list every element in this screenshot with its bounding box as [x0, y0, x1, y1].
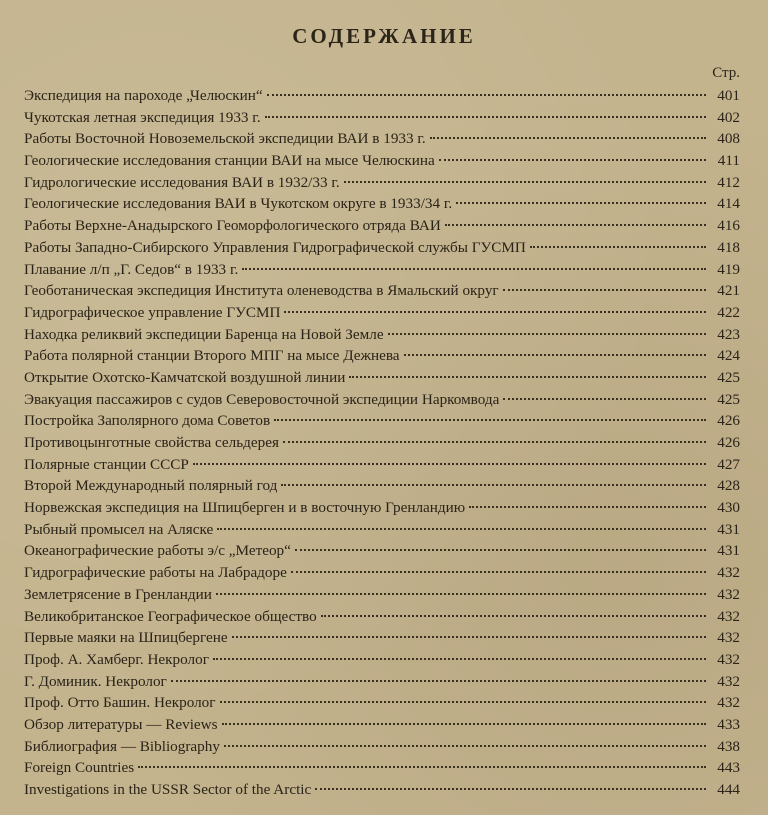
toc-entry-label: Находка реликвий экспедиции Баренца на Новой Земле — [24, 325, 384, 343]
toc-entry-label: Открытие Охотско-Камчатской воздушной линии — [24, 368, 346, 386]
toc-entry — [24, 649, 740, 671]
toc-entry-label: Геологические исследования станции ВАИ на мысе Челюскина — [24, 152, 435, 170]
table-of-contents — [24, 85, 740, 801]
dot-leader — [321, 614, 706, 617]
toc-entry-label: Чукотская летная экспедиция 1933 г. — [24, 108, 261, 126]
toc-entry-page: 424 — [717, 347, 740, 365]
toc-entry — [24, 757, 740, 779]
toc-entry — [24, 540, 740, 562]
toc-entry-label: Гидрографические работы на Лабрадоре — [24, 564, 287, 582]
toc-entry — [24, 779, 740, 801]
dot-leader — [503, 288, 706, 291]
toc-entry — [24, 345, 740, 367]
dot-leader — [430, 136, 706, 139]
toc-entry-page: 411 — [717, 152, 740, 170]
toc-entry — [24, 562, 740, 584]
toc-entry-label: Работы Восточной Новоземельской экспедиции ВАИ в 1933 г. — [24, 130, 426, 148]
toc-entry-page: 412 — [717, 173, 740, 191]
toc-entry — [24, 584, 740, 606]
toc-entry-page: 433 — [717, 715, 740, 733]
toc-entry-label: Г. Доминик. Некролог — [24, 672, 167, 690]
toc-entry — [24, 324, 740, 346]
dot-leader — [220, 700, 706, 703]
toc-entry-label: Великобританское Географическое общество — [24, 607, 317, 625]
toc-entry-label: Землетрясение в Гренландии — [24, 585, 212, 603]
toc-entry-label: Investigations in the USSR Sector of the Arctic — [24, 781, 312, 798]
toc-entry-page: 416 — [717, 217, 740, 235]
toc-entry-page: 423 — [717, 325, 740, 343]
toc-entry-label: Постройка Заполярного дома Советов — [24, 412, 271, 430]
toc-entry-label: Норвежская экспедиция на Шпицберген и в восточную Гренландию — [24, 499, 466, 517]
dot-leader — [315, 787, 706, 790]
toc-entry — [24, 475, 740, 497]
dot-leader — [213, 657, 706, 660]
toc-entry-label: Рыбный промысел на Аляске — [24, 520, 214, 538]
toc-entry-label: Гидрографическое управление ГУСМП — [24, 303, 281, 321]
toc-entry-page: 408 — [717, 130, 740, 148]
toc-entry — [24, 736, 740, 758]
toc-entry-label: Гидрологические исследования ВАИ в 1932/33 г. — [24, 173, 340, 191]
dot-leader — [530, 245, 706, 248]
toc-entry-label: Первые маяки на Шпицбергене — [24, 629, 228, 647]
toc-entry-label: Работы Верхне-Анадырского Геоморфологического отряда ВАИ — [24, 217, 441, 235]
dot-leader — [503, 397, 706, 400]
dot-leader — [222, 722, 706, 725]
toc-entry — [24, 497, 740, 519]
toc-entry — [24, 692, 740, 714]
dot-leader — [138, 765, 706, 768]
toc-entry-page: 422 — [717, 303, 740, 321]
toc-entry — [24, 627, 740, 649]
toc-entry-label: Работа полярной станции Второго МПГ на мысе Дежнева — [24, 347, 400, 365]
toc-entry — [24, 85, 740, 107]
toc-entry — [24, 606, 740, 628]
toc-entry-page: 432 — [717, 694, 740, 712]
toc-entry-label: Плавание л/п „Г. Седов“ в 1933 г. — [24, 260, 239, 278]
toc-entry-label: Геологические исследования ВАИ в Чукотском округе в 1933/34 г. — [24, 195, 453, 213]
dot-leader — [265, 115, 706, 118]
dot-leader — [295, 548, 706, 551]
toc-entry-page: 428 — [717, 477, 740, 495]
toc-entry-page: 421 — [717, 282, 740, 300]
toc-entry-page: 425 — [717, 368, 740, 386]
dot-leader — [469, 505, 706, 508]
toc-entry-page: 431 — [717, 520, 740, 538]
toc-entry-page: 444 — [717, 781, 740, 798]
dot-leader — [344, 180, 706, 183]
toc-entry — [24, 172, 740, 194]
dot-leader — [267, 93, 706, 96]
toc-entry — [24, 215, 740, 237]
toc-entry-label: Противоцынготные свойства сельдерея — [24, 434, 279, 451]
dot-leader — [388, 332, 706, 335]
toc-entry-page: 443 — [717, 759, 740, 777]
toc-entry-page: 432 — [717, 672, 740, 690]
dot-leader — [439, 158, 706, 161]
toc-entry — [24, 671, 740, 693]
toc-entry — [24, 454, 740, 476]
toc-entry-page: 430 — [717, 499, 740, 517]
toc-entry-page: 426 — [717, 434, 740, 451]
toc-entry-page: 402 — [717, 108, 740, 126]
toc-entry — [24, 432, 740, 454]
dot-leader — [281, 483, 706, 486]
toc-entry — [24, 107, 740, 129]
toc-entry-page: 432 — [717, 607, 740, 625]
dot-leader — [283, 440, 706, 443]
toc-entry-page: 426 — [717, 412, 740, 430]
toc-entry-label: Полярные станции СССР — [24, 455, 189, 473]
toc-entry-page: 418 — [717, 238, 740, 256]
toc-entry-label: Foreign Countries — [24, 759, 135, 777]
toc-entry — [24, 410, 740, 432]
toc-entry-label: Проф. Отто Башин. Некролог — [24, 694, 216, 712]
toc-entry-label: Обзор литературы — Reviews — [24, 715, 218, 733]
dot-leader — [404, 353, 706, 356]
dot-leader — [291, 570, 706, 573]
toc-entry — [24, 389, 740, 411]
dot-leader — [217, 527, 706, 530]
dot-leader — [224, 744, 706, 747]
dot-leader — [216, 592, 706, 595]
toc-entry — [24, 193, 740, 215]
toc-entry — [24, 237, 740, 259]
dot-leader — [456, 201, 706, 204]
toc-entry — [24, 302, 740, 324]
toc-entry-page: 438 — [717, 737, 740, 755]
toc-entry — [24, 519, 740, 541]
toc-entry-page: 432 — [717, 564, 740, 582]
dot-leader — [284, 310, 706, 313]
toc-entry-label: Второй Международный полярный год — [24, 477, 278, 495]
dot-leader — [274, 418, 706, 421]
toc-entry-label: Экспедиция на пароходе „Челюскин“ — [24, 87, 263, 104]
toc-entry — [24, 714, 740, 736]
toc-entry-page: 432 — [717, 585, 740, 603]
toc-entry-page: 432 — [717, 650, 740, 668]
page-title: СОДЕРЖАНИЕ — [292, 24, 476, 48]
toc-entry-page: 432 — [717, 629, 740, 647]
toc-entry-page: 427 — [717, 455, 740, 473]
dot-leader — [232, 635, 706, 638]
toc-entry-label: Проф. А. Хамберг. Некролог — [24, 650, 209, 668]
dot-leader — [445, 223, 706, 226]
toc-entry-page: 431 — [717, 542, 740, 560]
toc-entry — [24, 280, 740, 302]
toc-entry-label: Океанографические работы э/с „Метеор“ — [24, 542, 291, 560]
dot-leader — [349, 375, 706, 378]
toc-entry-label: Геоботаническая экспедиция Института оленеводства в Ямальский округ — [24, 282, 499, 300]
dot-leader — [171, 679, 706, 682]
toc-entry-page: 401 — [717, 87, 740, 104]
page-column-header: Стр. — [712, 65, 740, 81]
toc-entry-page: 414 — [717, 195, 740, 213]
toc-entry-page: 419 — [717, 260, 740, 278]
toc-entry — [24, 367, 740, 389]
toc-entry-page: 425 — [717, 390, 740, 408]
toc-entry-label: Библиография — Bibliography — [24, 737, 220, 755]
toc-entry-label: Работы Западно-Сибирского Управления Гидрографической службы ГУСМП — [24, 238, 526, 256]
dot-leader — [242, 267, 706, 270]
toc-entry — [24, 128, 740, 150]
toc-entry — [24, 150, 740, 172]
toc-entry-label: Эвакуация пассажиров с судов Северовосточной экспедиции Наркомвода — [24, 390, 500, 408]
dot-leader — [193, 462, 706, 465]
toc-entry — [24, 259, 740, 281]
